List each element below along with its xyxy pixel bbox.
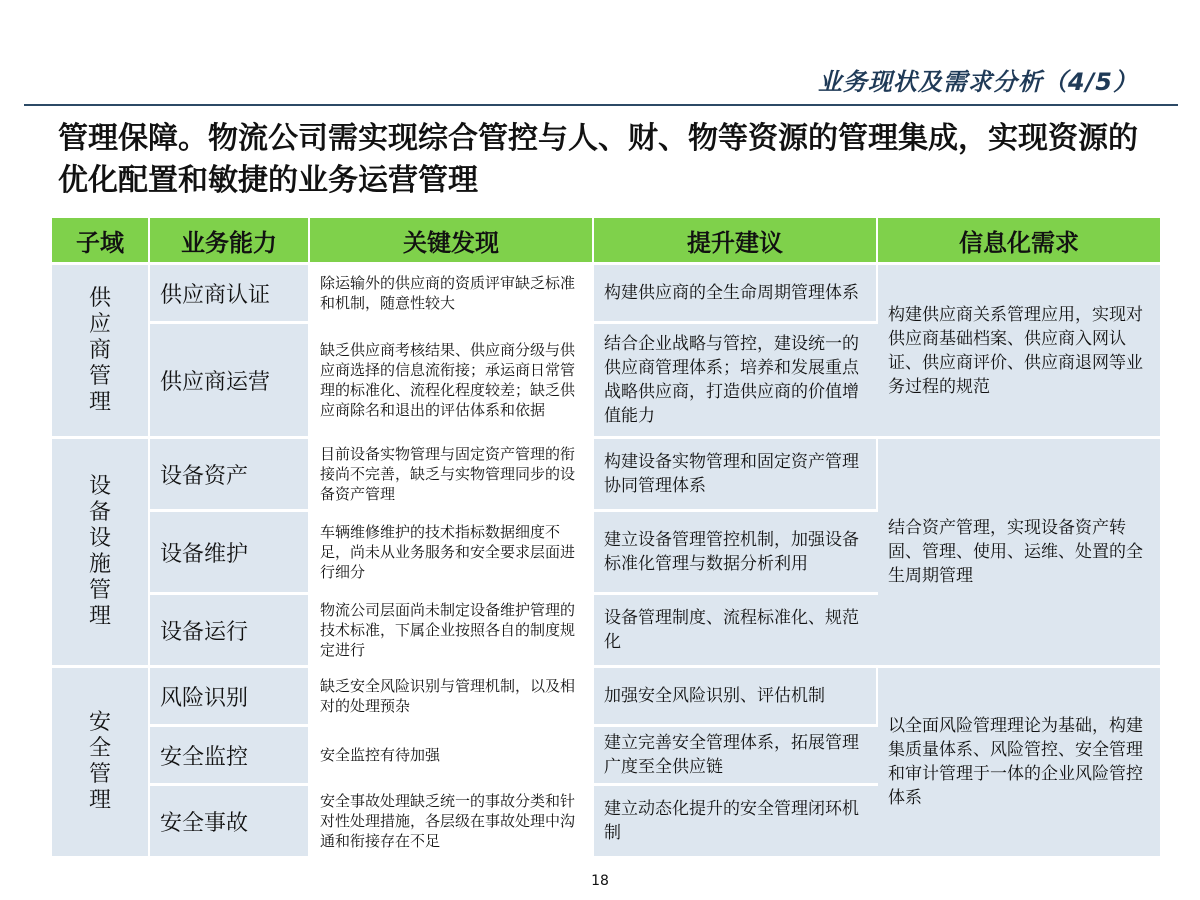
table-row — [52, 439, 1160, 512]
page-number: 18 — [591, 873, 609, 889]
column-header-it-needs: 信息化需求 — [878, 218, 1160, 265]
column-header-findings: 关键发现 — [310, 218, 594, 265]
finding-cell: 安全监控有待加强 — [310, 727, 594, 786]
capability-cell: 风险识别 — [150, 668, 310, 727]
domain-cell — [52, 439, 150, 668]
capability-cell: 供应商运营 — [150, 324, 310, 439]
suggestion-cell: 构建设备实物管理和固定资产管理协同管理体系 — [594, 439, 878, 512]
finding-cell: 安全事故处理缺乏统一的事故分类和针对性处理措施，各层级在事故处理中沟通和衔接存在不足 — [310, 786, 594, 859]
capability-cell: 设备运行 — [150, 595, 310, 668]
page-headline: 管理保障。物流公司需实现综合管控与人、财、物等资源的管理集成，实现资源的优化配置和敏捷的业务运营管理 — [58, 121, 1138, 198]
it-need-cell: 结合资产管理，实现设备资产转固、管理、使用、运维、处置的全生周期管理 — [878, 439, 1160, 668]
header-divider — [24, 104, 1178, 106]
capability-cell: 设备资产 — [150, 439, 310, 512]
domain-label: 设备设施管理 — [88, 474, 111, 629]
table-row — [52, 668, 1160, 727]
finding-cell: 车辆维修维护的技术指标数据细度不足，尚未从业务服务和安全要求层面进行细分 — [310, 512, 594, 595]
finding-cell: 目前设备实物管理与固定资产管理的衔接尚不完善，缺乏与实物管理同步的设备资产管理 — [310, 439, 594, 512]
column-header-domain: 子域 — [52, 218, 150, 265]
suggestion-cell: 建立完善安全管理体系，拓展管理广度至全供应链 — [594, 727, 878, 786]
suggestion-cell: 建立设备管理管控机制，加强设备标准化管理与数据分析利用 — [594, 512, 878, 595]
suggestion-cell: 建立动态化提升的安全管理闭环机制 — [594, 786, 878, 859]
suggestion-cell: 结合企业战略与管控，建设统一的供应商管理体系；培养和发展重点战略供应商，打造供应商的价值增值能力 — [594, 324, 878, 439]
section-title: 业务现状及需求分析（4/5） — [817, 68, 1138, 96]
analysis-table — [52, 218, 1160, 859]
domain-cell — [52, 265, 150, 439]
domain-cell — [52, 668, 150, 859]
capability-cell: 安全监控 — [150, 727, 310, 786]
suggestion-cell: 加强安全风险识别、评估机制 — [594, 668, 878, 727]
column-header-capability: 业务能力 — [150, 218, 310, 265]
finding-cell: 缺乏供应商考核结果、供应商分级与供应商选择的信息流衔接；承运商日常管理的标准化、流程化程度较差；缺乏供应商除名和退出的评估体系和依据 — [310, 324, 594, 439]
it-need-cell: 构建供应商关系管理应用，实现对供应商基础档案、供应商入网认证、供应商评价、供应商退网等业务过程的规范 — [878, 265, 1160, 439]
suggestion-cell: 构建供应商的全生命周期管理体系 — [594, 265, 878, 324]
finding-cell: 除运输外的供应商的资质评审缺乏标准和机制，随意性较大 — [310, 265, 594, 324]
capability-cell: 设备维护 — [150, 512, 310, 595]
column-header-suggestions: 提升建议 — [594, 218, 878, 265]
suggestion-cell: 设备管理制度、流程标准化、规范化 — [594, 595, 878, 668]
table-header-row — [52, 218, 1160, 265]
table-row — [52, 265, 1160, 324]
it-need-cell: 以全面风险管理理论为基础，构建集质量体系、风险管控、安全管理和审计管理于一体的企业风险管控体系 — [878, 668, 1160, 859]
domain-label: 供应商管理 — [88, 285, 111, 415]
finding-cell: 缺乏安全风险识别与管理机制，以及相对的处理预杂 — [310, 668, 594, 727]
capability-cell: 供应商认证 — [150, 265, 310, 324]
finding-cell: 物流公司层面尚未制定设备维护管理的技术标准，下属企业按照各自的制度规定进行 — [310, 595, 594, 668]
domain-label: 安全管理 — [88, 710, 111, 813]
capability-cell: 安全事故 — [150, 786, 310, 859]
